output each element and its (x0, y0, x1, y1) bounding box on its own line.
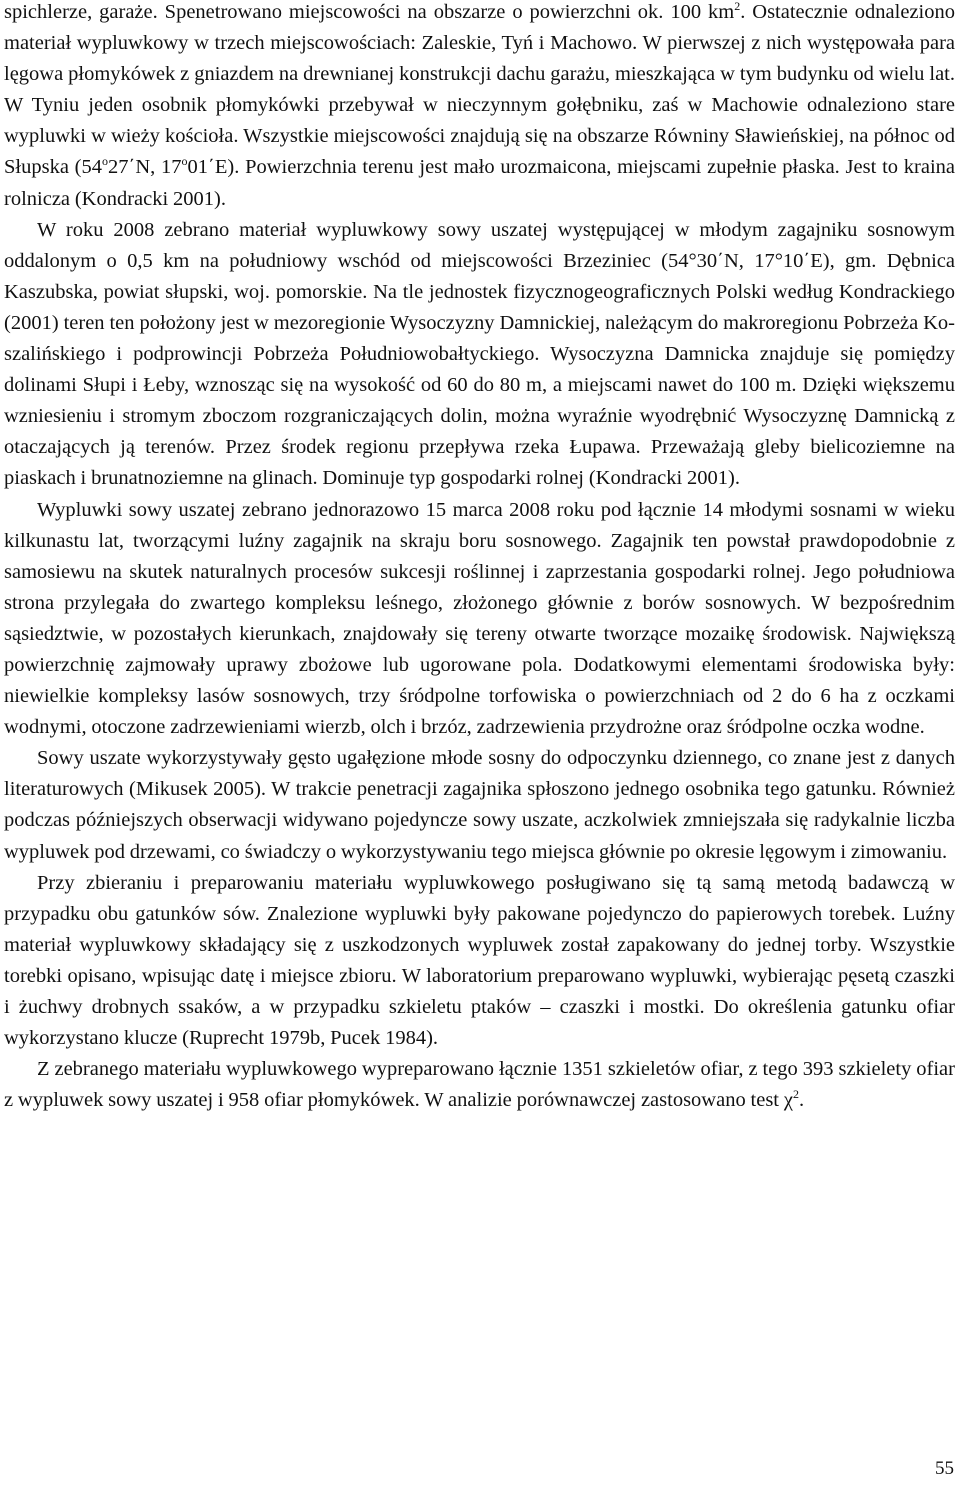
superscript: o (181, 154, 188, 169)
text-segment: Z zebranego materiału wypluwkowego wypreparowano łącznie 1351 szkieletów ofiar, z tego 393 szkielety ofiar z wypluwek sowy uszatej i 958 ofiar płomykówek. W analizie porównawczej zastosowano test χ (4, 1058, 955, 1112)
paragraph-roosting: Sowy uszate wykorzystywały gęsto ugałęzione młode sosny do odpoczynku dziennego, co znane jest z danych literaturowych (Mikusek 2005). W trakcie penetracji zagajnika spłoszono jednego osobnika tego gatunku. Również podczas późniejszych obserwacji widywano pojedyncze sowy uszate, aczkolwiek zmniejszała się radykalnie liczba wypluwek pod drzewami, co świadczy o wykorzystywaniu tego miejsca głównie po okresie lęgowym i zimowaniu. (4, 747, 955, 863)
superscript: 2 (734, 0, 741, 14)
paragraph-results-summary (4, 1054, 955, 1116)
paragraph-pellet-collection: Wypluwki sowy uszatej zebrano jednorazowo 15 marca 2008 roku pod łącznie 14 młodymi sosnami w wieku kilkunastu lat, tworzącymi luźny zagajnik na skraju boru sosnowego. Zagajnik ten powstał prawdopodobnie z samosiewu na skutek naturalnych procesów sukcesji roślinnej i zaprzestania gospodarki rolnej. Jego południowa strona przylegała do zwartego kompleksu leśnego, złożonego głównie z borów sosnowych. W bezpośrednim sąsiedztwie, w pozostałych kierunkach, znajdowały się tereny otwarte tworzące mozaikę środowisk. Największą powierzchnię zajmowały uprawy zbożowe lub ugorowane pola. Dodatkowymi elementami środowiska były: niewielkie kompleksy lasów sosnowych, trzy śródpolne torfowiska o powierzchniach od 2 do 6 ha z oczkami wodnymi, otoczone zadrzewieniami wierzb, olch i brzóz, zadrzewienia przydrożne oraz śródpolne oczka wodne. (4, 498, 955, 739)
text-segment: 01΄E). Powierzchnia terenu jest mało urozmaicona, miejscami zupełnie płaska. Jest to kraina rolnicza (Kondracki 2001). (4, 156, 955, 210)
text-segment: spichlerze, garaże. Spenetrowano miejscowości na obszarze o powierzchni ok. 100 km (4, 1, 735, 23)
paragraph-methods: Przy zbieraniu i preparowaniu materiału wypluwkowego posługiwano się tą samą metodą badawczą w przypadku obu gatunków sów. Znalezione wypluwki były pakowane pojedynczo do papierowych torebek. Luźny materiał wypluwkowy składający się z uszkodzonych wypluwek został zapakowany do jednej torby. Wszystkie torebki opisano, wpisując datę i miejsce zbioru. W laboratorium preparowano wypluwki, wybierając pęsetą czaszki i żuchwy drobnych ssaków, a w przypadku szkieletu ptaków – czaszki i mostki. Do określenia gatunku ofiar wykorzystano klucze (Ruprecht 1979b, Pucek 1984). (4, 871, 955, 1050)
paragraph-study-sites (4, 0, 955, 215)
text-segment: . Ostatecznie odnaleziono materiał wypluwkowy w trzech miejscowościach: Zaleskie, Tyń i Machowo. W pierwszej z nich występowała para lęgowa płomykówek z gniazdem na drewnianej konstrukcji dachu garażu, mieszkająca w tym budynku od wielu lat. W Tyniu jeden osobnik płomykówki przebywał w nieczynnym gołębniku, zaś w Machowie odnaleziono stare wypluwki w wieży kościoła. Wszystkie miejscowości znajdują się na obszarze Równiny Sławieńskiej, na północ od Słupska (54 (4, 1, 955, 179)
text-segment: 27΄N, 17 (108, 156, 182, 179)
text-segment: . (798, 1089, 805, 1112)
page-number: 55 (935, 1458, 954, 1479)
document-body (4, 0, 955, 1116)
paragraph-brzeziniec-area: W roku 2008 zebrano materiał wypluwkowy sowy uszatej występującej w młodym zagajniku sosnowym oddalonym o 0,5 km na południowy wschód od miejscowości Brzeziniec (54°30΄N, 17°10΄E), gm. Dębnica Kaszubska, powiat słupski, woj. pomorskie. Na tle jednostek fizycznogeograficznych Polski według Kondrackiego (2001) teren ten położony jest w mezoregionie Wysoczyzny Damnickiej, należącym do makroregionu Pobrzeża Koszalińskiego i podprowincji Pobrzeża Południowobałtyckiego. Wysoczyzna Damnicka znajduje się pomiędzy dolinami Słupi i Łeby, wznosząc się na wysokość od 60 do 80 m, a miejscami nawet do 100 m. Dzięki większemu wzniesieniu i stromym zboczom rozgraniczających dolin, można wyraźnie wyodrębnić Wysoczyznę Damnicką z otaczających ją terenów. Przez środek regionu przepływa rzeka Łupawa. Przeważają gleby bielicoziemne na piaskach i brunatnoziemne na glinach. Dominuje typ gospodarki rolnej (Kondracki 2001). (4, 218, 955, 490)
superscript: 2 (792, 1087, 799, 1102)
superscript: o (102, 154, 109, 169)
